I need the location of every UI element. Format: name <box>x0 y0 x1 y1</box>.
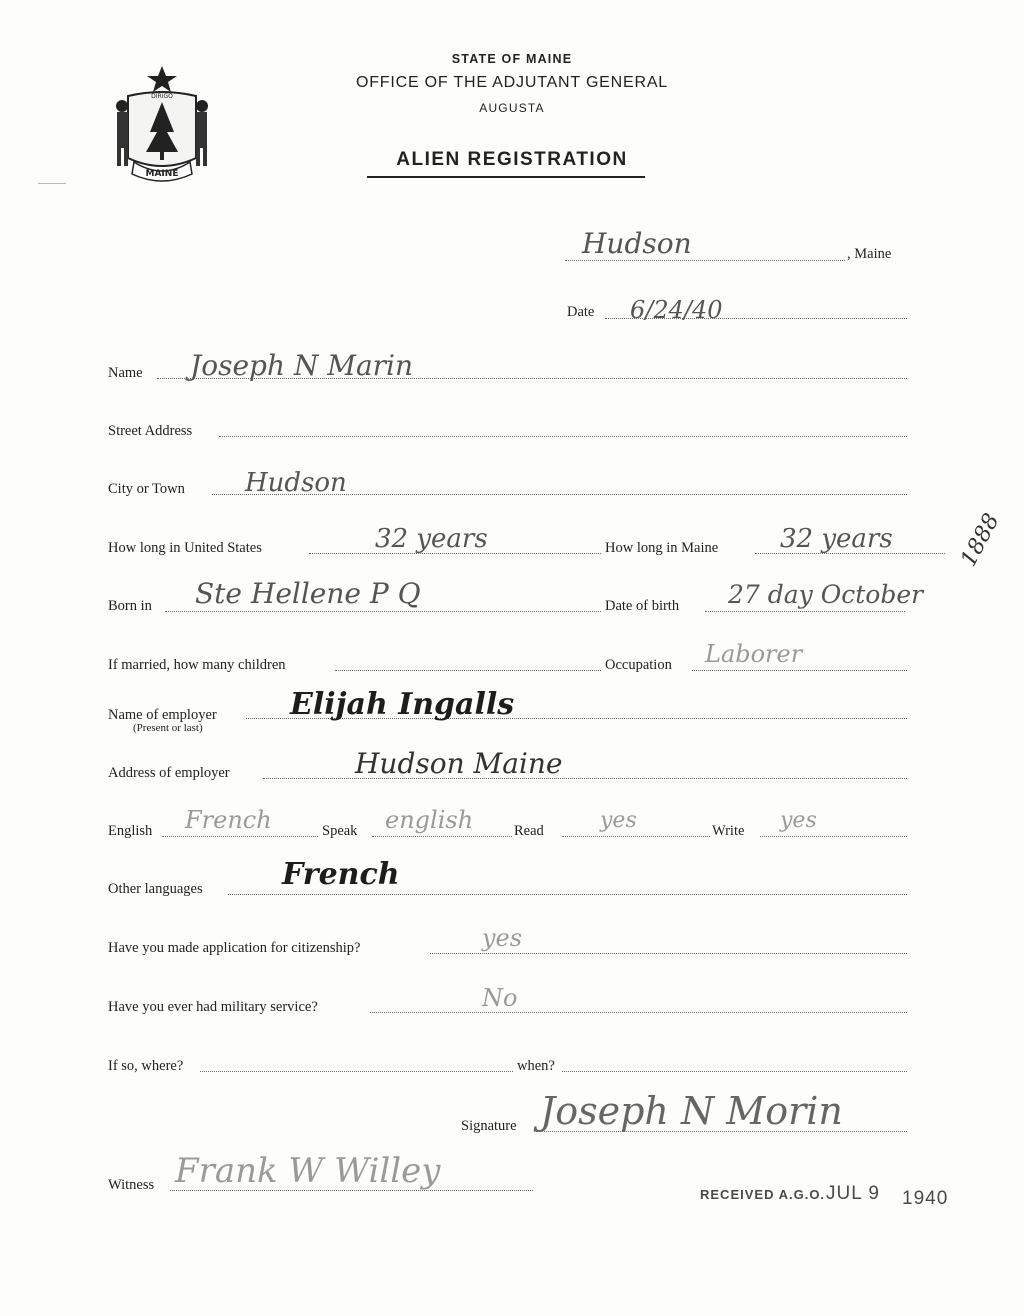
children-line <box>335 670 601 671</box>
header-office: OFFICE OF THE ADJUTANT GENERAL <box>355 74 669 91</box>
read-label: Read <box>514 823 544 839</box>
speak-label: Speak <box>322 823 358 839</box>
dob-value: 27 day October <box>728 580 924 609</box>
us-long-value: 32 years <box>375 524 488 554</box>
header-city: AUGUSTA <box>479 101 545 115</box>
other-lang-label: Other languages <box>108 881 203 897</box>
write-label: Write <box>712 823 745 839</box>
dob-line <box>705 611 905 612</box>
english-line <box>162 836 318 837</box>
name-value: Joseph N Marin <box>190 349 414 382</box>
date-value: 6/24/40 <box>630 296 723 324</box>
citizenship-line <box>430 953 907 954</box>
edge-mark <box>38 183 66 184</box>
signature-value: Joseph N Morin <box>540 1089 843 1133</box>
witness-value: Frank W Willey <box>175 1151 441 1191</box>
maine-suffix: , Maine <box>847 246 892 262</box>
citizenship-label: Have you made application for citizenship? <box>108 940 361 956</box>
city-label: City or Town <box>108 481 185 497</box>
street-line <box>219 436 907 437</box>
form-title: ALIEN REGISTRATION <box>396 149 628 170</box>
received-stamp-date: JUL 9 <box>826 1183 880 1204</box>
received-stamp-year: 1940 <box>902 1188 949 1209</box>
street-label: Street Address <box>108 423 193 439</box>
other-lang-line <box>228 894 907 895</box>
where-label: If so, where? <box>108 1058 184 1074</box>
dob-label: Date of birth <box>605 598 680 614</box>
english-value: French <box>185 806 272 834</box>
seal-banner-text: MAINE <box>145 169 179 179</box>
employer-label: Name of employer <box>108 707 217 723</box>
born-value: Ste Hellene P Q <box>195 577 421 610</box>
employer-addr-label: Address of employer <box>108 765 230 781</box>
military-line <box>370 1012 907 1013</box>
name-label: Name <box>108 365 143 381</box>
write-line <box>760 836 907 837</box>
speak-line <box>372 836 512 837</box>
occupation-label: Occupation <box>605 657 672 673</box>
military-value: No <box>482 984 518 1012</box>
signature-label: Signature <box>461 1118 517 1134</box>
header-state: STATE OF MAINE <box>451 52 573 66</box>
witness-label: Witness <box>108 1177 155 1193</box>
write-value: yes <box>780 808 817 833</box>
maine-long-label: How long in Maine <box>605 540 719 556</box>
maine-long-value: 32 years <box>780 524 893 554</box>
military-label: Have you ever had military service? <box>108 999 318 1015</box>
employer-value: Elijah Ingalls <box>290 687 515 722</box>
other-lang-value: French <box>282 857 400 892</box>
where-line <box>200 1071 513 1072</box>
born-line <box>165 611 601 612</box>
employer-addr-value: Hudson Maine <box>355 747 563 780</box>
when-label: when? <box>517 1058 555 1074</box>
speak-value: english <box>385 806 474 834</box>
date-label: Date <box>567 304 595 320</box>
born-label: Born in <box>108 598 152 614</box>
town-line <box>565 260 845 261</box>
received-stamp: RECEIVED A.G.O. <box>700 1187 826 1202</box>
seal-motto: DIRIGO <box>151 93 173 100</box>
occupation-line <box>692 670 907 671</box>
read-line <box>562 836 710 837</box>
when-line <box>562 1071 907 1072</box>
town-value: Hudson <box>582 227 692 260</box>
us-long-label: How long in United States <box>108 540 262 556</box>
children-label: If married, how many children <box>108 657 286 673</box>
title-underline <box>367 176 645 178</box>
read-value: yes <box>600 808 637 833</box>
employer-sublabel: (Present or last) <box>133 722 203 734</box>
citizenship-value: yes <box>482 924 523 952</box>
english-label: English <box>108 823 153 839</box>
birth-year-value: 1888 <box>956 509 1005 571</box>
city-value: Hudson <box>245 468 347 498</box>
occupation-value: Laborer <box>705 640 803 668</box>
